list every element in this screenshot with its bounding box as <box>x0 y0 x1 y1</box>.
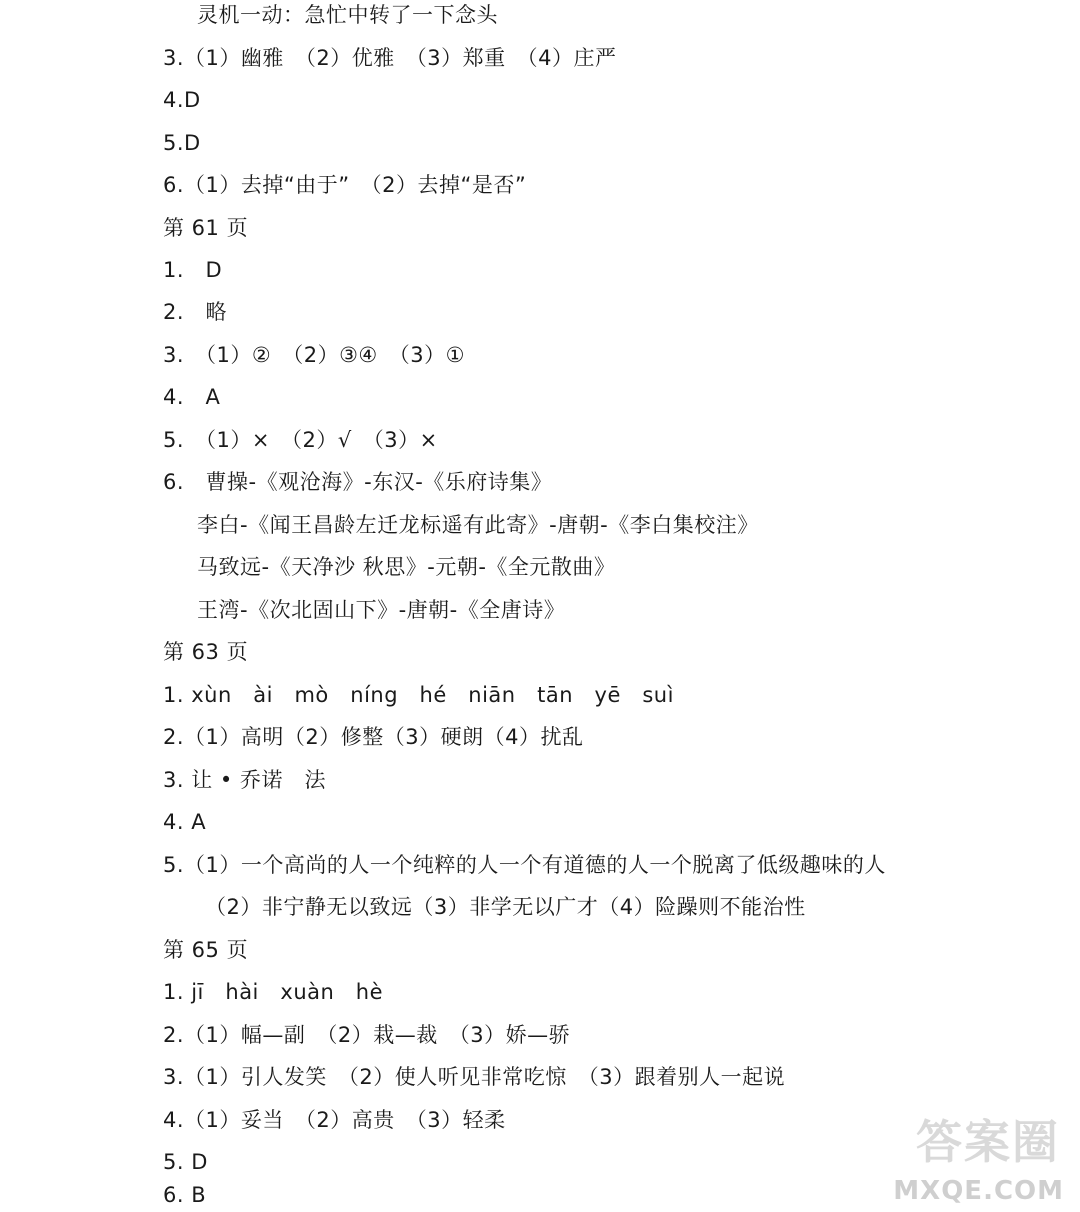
watermark-logo <box>893 1115 1068 1206</box>
answer-line: 4.D <box>163 88 201 112</box>
answer-line: 4.（1）妥当 （2）高贵 （3）轻柔 <box>163 1108 506 1132</box>
watermark-url: MXQE.COM <box>893 1176 1064 1206</box>
answer-line: 5.D <box>163 131 201 155</box>
answer-line: 6. 曹操-《观沧海》-东汉-《乐府诗集》 <box>163 470 553 494</box>
section-heading: 第 61 页 <box>163 216 249 240</box>
answer-line: 2.（1）高明（2）修整（3）硬朗（4）扰乱 <box>163 725 584 749</box>
answer-line: 6.（1）去掉“由于” （2）去掉“是否” <box>163 173 527 197</box>
section-heading: 第 63 页 <box>163 640 249 664</box>
answer-line: 1. xùn ài mò níng hé niān tān yē suì <box>163 683 674 707</box>
answer-line: 3. （1）② （2）③④ （3）① <box>163 343 465 367</box>
answer-line: 5.（1）一个高尚的人一个纯粹的人一个有道德的人一个脱离了低级趣味的人 <box>163 853 886 877</box>
answer-line: 王湾-《次北固山下》-唐朝-《全唐诗》 <box>197 598 566 622</box>
answer-line: 1. D <box>163 258 223 282</box>
answer-line: 3.（1）引人发笑 （2）使人听见非常吃惊 （3）跟着别人一起说 <box>163 1065 786 1089</box>
watermark-logo-text: 答案圈 <box>916 1115 1060 1169</box>
answer-line: 3. 让 • 乔诺 法 <box>163 768 326 792</box>
answer-line: （2）非宁静无以致远（3）非学无以广才（4）险躁则不能治性 <box>205 895 806 919</box>
answer-line: 6. B <box>163 1183 207 1207</box>
section-heading: 第 65 页 <box>163 938 249 962</box>
answer-line: 马致远-《天净沙 秋思》-元朝-《全元散曲》 <box>197 555 616 579</box>
answer-line: 4. A <box>163 385 221 409</box>
answer-line: 4. A <box>163 810 207 834</box>
answer-line: 灵机一动：急忙中转了一下念头 <box>197 3 498 27</box>
answer-line: 3.（1）幽雅 （2）优雅 （3）郑重 （4）庄严 <box>163 46 617 70</box>
answer-line: 李白-《闻王昌龄左迁龙标遥有此寄》-唐朝-《李白集校注》 <box>197 513 759 537</box>
answer-line: 2.（1）幅—副 （2）栽—裁 （3）娇—骄 <box>163 1023 571 1047</box>
answer-line: 1. jī hài xuàn hè <box>163 980 384 1004</box>
answer-line: 2. 略 <box>163 300 228 324</box>
answer-line: 5. （1）× （2）√ （3）× <box>163 428 438 452</box>
answer-line: 5. D <box>163 1150 208 1174</box>
